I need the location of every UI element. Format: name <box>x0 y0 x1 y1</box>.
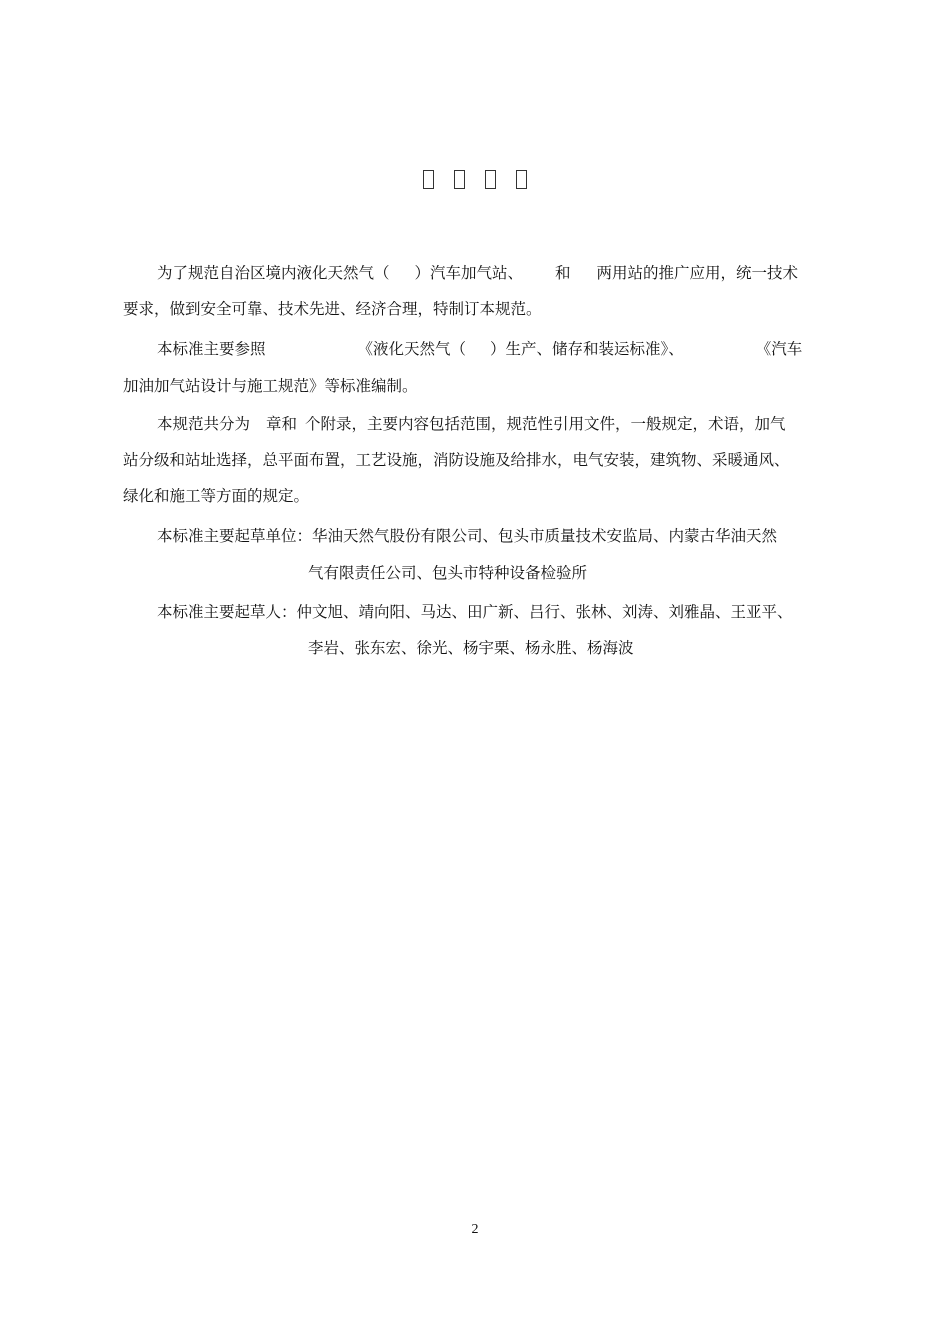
paragraph-5-line-1: 本标准主要起草人：仲文旭、靖向阳、马达、田广新、吕行、张林、刘涛、刘雅晶、王亚平、 <box>157 603 793 621</box>
missing-glyph-icon <box>516 170 527 189</box>
missing-glyph-icon <box>423 170 434 189</box>
text-segment: 和 <box>555 264 571 282</box>
paragraph-2-line-2: 加油加气站设计与施工规范》等标准编制。 <box>123 377 418 395</box>
text-segment: ）生产、储存和装运标准》、 <box>490 340 684 358</box>
paragraph-1-line-1 <box>157 263 798 283</box>
text-segment: 《液化天然气（ <box>357 340 467 358</box>
missing-glyph-icon <box>485 170 496 189</box>
paragraph-3-line-3: 绿化和施工等方面的规定。 <box>123 487 310 505</box>
text-segment: 章和 <box>266 415 298 433</box>
paragraph-4-line-2: 气有限责任公司、包头市特种设备检验所 <box>308 564 588 582</box>
paragraph-1-line-2: 要求，做到安全可靠、技术先进、经济合理，特制订本规范。 <box>123 300 542 318</box>
text-segment: 为了规范自治区境内液化天然气（ <box>157 264 390 282</box>
missing-glyph-icon <box>454 170 465 189</box>
paragraph-4-line-1: 本标准主要起草单位：华油天然气股份有限公司、包头市质量技术安监局、内蒙古华油天然 <box>157 527 778 545</box>
paragraph-3-line-2: 站分级和站址选择，总平面布置，工艺设施，消防设施及给排水，电气安装，建筑物、采暖通风、 <box>123 451 790 469</box>
text-segment: 个附录，主要内容包括范围，规范性引用文件，一般规定，术语，加气 <box>305 415 786 433</box>
text-segment: 两用站的推广应用，统一技术 <box>596 264 799 282</box>
page-title <box>0 166 950 190</box>
text-segment: 本规范共分为 <box>157 415 251 433</box>
page-number: 2 <box>471 1222 479 1237</box>
text-segment: 《汽车 <box>755 340 803 358</box>
paragraph-3-line-1 <box>157 414 786 434</box>
text-segment: ）汽车加气站、 <box>414 264 524 282</box>
paragraph-2-line-1 <box>157 339 802 359</box>
paragraph-5-line-2: 李岩、张东宏、徐光、杨宇栗、杨永胜、杨海波 <box>308 639 634 657</box>
text-segment: 本标准主要参照 <box>157 340 266 358</box>
